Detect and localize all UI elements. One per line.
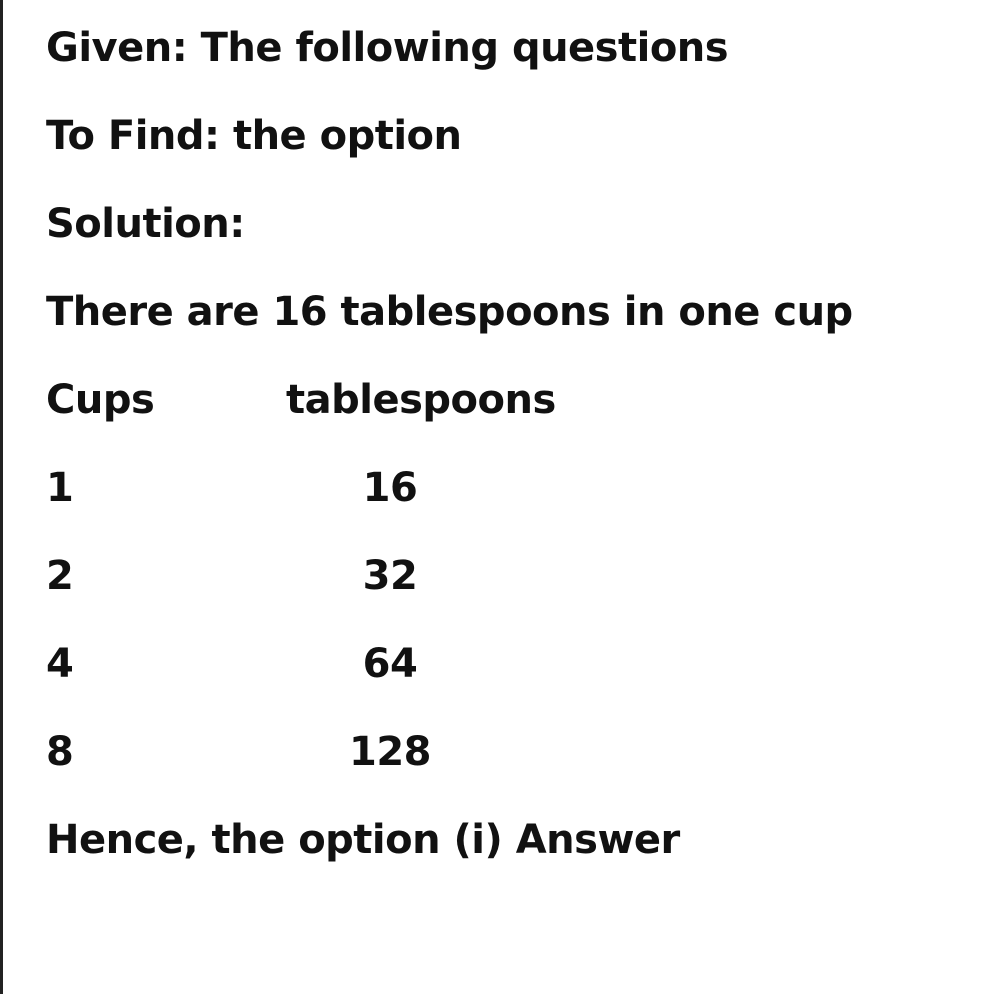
conclusion-line: Hence, the option (i) Answer xyxy=(46,817,680,863)
table-cell-cups: 8 xyxy=(46,729,74,775)
page-left-border xyxy=(0,0,3,994)
table-cell-cups: 2 xyxy=(46,553,74,599)
to-find-line: To Find: the option xyxy=(46,113,462,159)
given-line: Given: The following questions xyxy=(46,25,729,71)
table-cell-cups: 1 xyxy=(46,465,74,511)
table-cell-tablespoons: 16 xyxy=(362,465,418,511)
table-header-cups: Cups xyxy=(46,377,155,423)
table-header-tablespoons: tablespoons xyxy=(286,377,556,423)
solution-label: Solution: xyxy=(46,201,245,247)
table-cell-tablespoons: 128 xyxy=(349,729,431,775)
table-cell-tablespoons: 32 xyxy=(362,553,418,599)
table-cell-tablespoons: 64 xyxy=(362,641,418,687)
table-cell-cups: 4 xyxy=(46,641,74,687)
fact-line: There are 16 tablespoons in one cup xyxy=(46,289,853,335)
